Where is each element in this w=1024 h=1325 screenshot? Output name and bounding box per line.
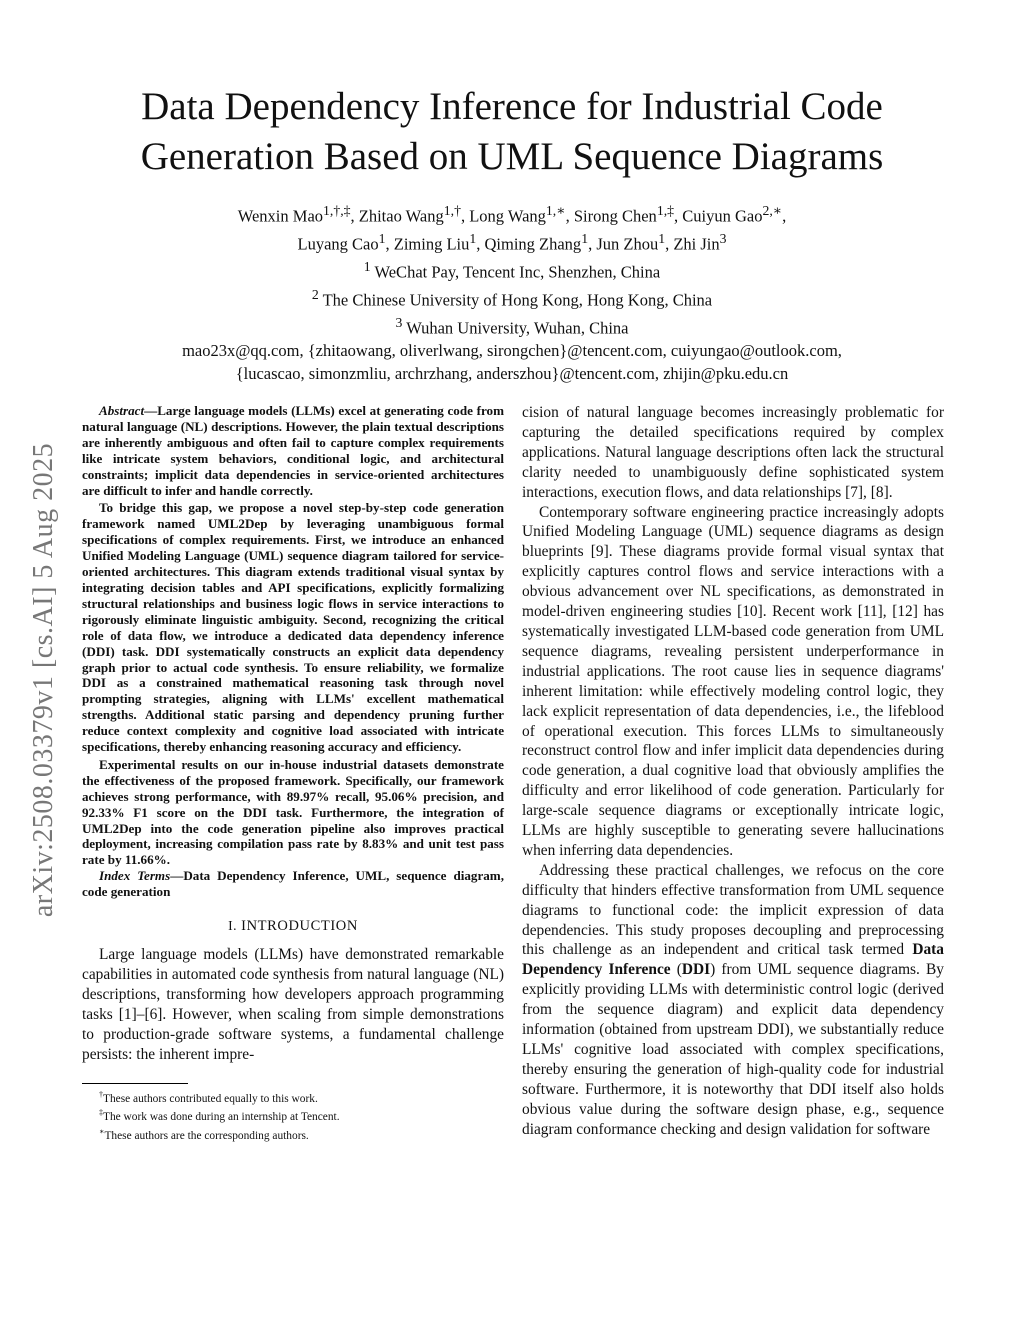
author-name: Jun Zhou: [596, 234, 659, 254]
title-line-1: Data Dependency Inference for Industrial Code: [141, 85, 883, 128]
author-affil-mark: 3: [719, 231, 727, 246]
abstract: [82, 403, 504, 900]
author-block: [100, 200, 924, 385]
footnote-1: †These authors contributed equally to this work.: [99, 1089, 318, 1105]
affiliation-3: $^3$ Wuhan University, Wuhan, China: [395, 315, 629, 338]
abstract-paragraph-1: Abstract—Large language models (LLMs) excel at generating code from natural language (NL) descriptions. However, the plain textual descriptions are inherently ambiguous and often fail to capture complex requirements like intricate system behaviors, conditional logic, and architectural constraints; implicit data dependencies in service-oriented architectures are difficult to infer and handle correctly.: [82, 403, 504, 498]
arxiv-side-stamp: [16, 380, 72, 980]
title-line-2: Generation Based on UML Sequence Diagrams: [140, 135, 884, 178]
author-line-1: Wenxin Mao$^{1,\dagger,\ddagger}$, Zhitao Wang$^{1,\dagger}$, Long Wang$^{1,∗}$, Sirong Chen$^{1,\ddagger}$, Cuiyun Gao$^{2,∗}$,: [237, 203, 787, 226]
affiliation-1: $^1$ WeChat Pay, Tencent Inc, Shenzhen, China: [363, 259, 661, 282]
index-terms-label: Index Terms: [99, 868, 171, 884]
footnote-3: ∗These authors are the corresponding authors.: [99, 1126, 309, 1142]
author-affil-mark: 1: [469, 231, 477, 246]
author-name: Long Wang: [469, 206, 546, 226]
footnotes: [82, 1088, 504, 1144]
email-line-1: mao23x@qq.com, {zhitaowang, oliverlwang, sirongchen}@tencent.com, cuiyungao@outlook.com,: [182, 341, 842, 360]
affiliation-2: $^2$ The Chinese University of Hong Kong, Hong Kong, China: [311, 287, 713, 310]
intro-body-left: [82, 945, 504, 1064]
footnote-divider: [82, 1083, 188, 1084]
abstract-paragraph-3: Experimental results on our in-house industrial datasets demonstrate the effectiveness of the proposed framework. Specifically, our framework achieves strong performance, with 89.97% recall, 95.06% precision, and 92.33% F1 score on the DDI task. Furthermore, the integration of UML2Dep into the code generation pipeline also improves practical deployment, increasing compilation pass rate by 8.83% and unit test pass rate by 11.66%.: [82, 756, 504, 868]
author-affil-mark: 1,†,‡: [323, 203, 351, 218]
paper-title: [60, 82, 964, 182]
abstract-label: Abstract: [99, 403, 145, 418]
right-column: [522, 403, 944, 1140]
author-name: Zhi Jin: [673, 234, 720, 254]
body-paragraph-uml: Contemporary software engineering practice increasingly adopts Unified Modeling Language (UML) sequence diagrams as design blueprints [9]. These diagrams provide formal visual syntax that explicitly captures control flows and service interactions with a obvious advancement over NL specifications, as demonstrated in model-driven engineering studies [10]. Recent work [11], [12] has systematically investigated LLM-based code generation from UML sequence diagrams, revealing persistent underperformance in industrial applications. The root cause lies in sequence diagrams' inherent limitation: while effectively modeling control logic, they lack explicit representation of data dependencies, i.e., the lifeblood of operational execution. This forces LLMs to simultaneously reconstruct control flow and infer implicit data dependencies during code generation, a dual cognitive load that obviously amplifies the difficulty and error likelihood of code generation. Particularly for large-scale sequence diagrams or exceptionally intricate logic, LLMs are highly susceptible to generating severe hallucinations when inferring data dependencies.: [522, 503, 944, 859]
author-name: Qiming Zhang: [484, 234, 582, 254]
author-affil-mark: 1: [581, 231, 589, 246]
index-terms: Index Terms—Data Dependency Inference, UML, sequence diagram, code generation: [82, 868, 504, 900]
body-paragraph-ddi: Addressing these practical challenges, we refocus on the core difficulty that hinders effective transformation from UML sequence diagrams to functional code: the implicit expression of data dependencies. This study proposes decoupling and preprocessing this challenge as an independent and critical task termed Data Dependency Inference (DDI) from UML sequence diagrams. By explicitly providing LLMs with deterministic control logic (derived from the sequence diagram) and explicit data dependency information (obtained from upstream DDI), we substantially reduce LLMs' cognitive load associated with complex specifications, thereby ensuring the generation of high-quality code for industrial software. Furthermore, it is noteworthy that DDI itself also holds obvious value during the software design phase, e.g., sequence diagram conformance checking and design validation for software: [522, 861, 944, 1138]
author-name: Luyang Cao: [297, 234, 379, 254]
email-line-2: {lucascao, simonzmliu, archrzhang, anderszhou}@tencent.com, zhijin@pku.edu.cn: [235, 363, 789, 383]
left-column: [82, 403, 504, 1143]
footnote-2: ‡The work was done during an internship at Tencent.: [99, 1108, 340, 1123]
author-affil-mark: 2,∗: [762, 203, 783, 218]
arxiv-identifier: arXiv:2508.03379v1 [cs.AI] 5 Aug 2025: [28, 442, 60, 918]
abstract-paragraph-2: To bridge this gap, we propose a novel step-by-step code generation framework named UML2Dep by leveraging unambiguous formal specifications of complex requirements. First, we introduce an enhanced Unified Modeling Language (UML) sequence diagram tailored for service-oriented architectures. This diagram extends traditional visual syntax by integrating decision tables and API specifications, explicitly formalizing structural relationships and business logic flows in service interactions to rigorously eliminate linguistic ambiguity. Second, recognizing the critical role of data flow, we introduce a dedicated data dependency inference (DDI) task. DDI systematically constructs an explicit data dependency graph prior to actual code synthesis. To ensure reliability, we formalize DDI as a constrained mathematical reasoning task through novel prompting strategies, aligning with LLMs' excellent mathematical strengths. Additional static parsing and dependency pruning further reduce context complexity and cognitive load associated with intricate specifications, thereby enhancing reasoning accuracy and efficiency.: [82, 500, 504, 755]
author-affil-mark: 1,∗: [545, 203, 566, 218]
term-ddi-abbrev: DDI: [681, 961, 711, 979]
author-affil-mark: 1: [378, 231, 386, 246]
section-heading-introduction: I. INTRODUCTION: [228, 918, 358, 935]
author-name: Sirong Chen: [573, 206, 657, 226]
body-paragraph-continued: cision of natural language becomes increasingly problematic for capturing the detailed specifications required by complex applications. Natural language descriptions often lack the structural clarity needed to unambiguously define sophisticated system interactions, execution flows, and data relationships [7], [8].: [522, 404, 944, 501]
author-name: Ziming Liu: [393, 234, 470, 254]
author-name: Wenxin Mao: [237, 206, 324, 226]
author-affil-mark: 1: [658, 231, 666, 246]
author-name: Zhitao Wang: [358, 206, 444, 226]
intro-paragraph-1: Large language models (LLMs) have demonstrated remarkable capabilities in automated code synthesis from natural language (NL) descriptions, transforming how developers approach programming tasks [1]–[6]. However, when scaling from simple demonstrations to production-grade software systems, a fundamental challenge persists: the inherent impre-: [82, 946, 504, 1063]
term-ddi-full: Data Dependency Inference: [522, 941, 944, 979]
author-line-2: Luyang Cao$^1$, Ziming Liu$^1$, Qiming Zhang$^1$, Jun Zhou$^1$, Zhi Jin$^3$: [297, 231, 727, 254]
author-name: Cuiyun Gao: [682, 206, 763, 226]
author-affil-mark: 1,†: [443, 203, 461, 218]
author-affil-mark: 1,‡: [656, 203, 674, 218]
